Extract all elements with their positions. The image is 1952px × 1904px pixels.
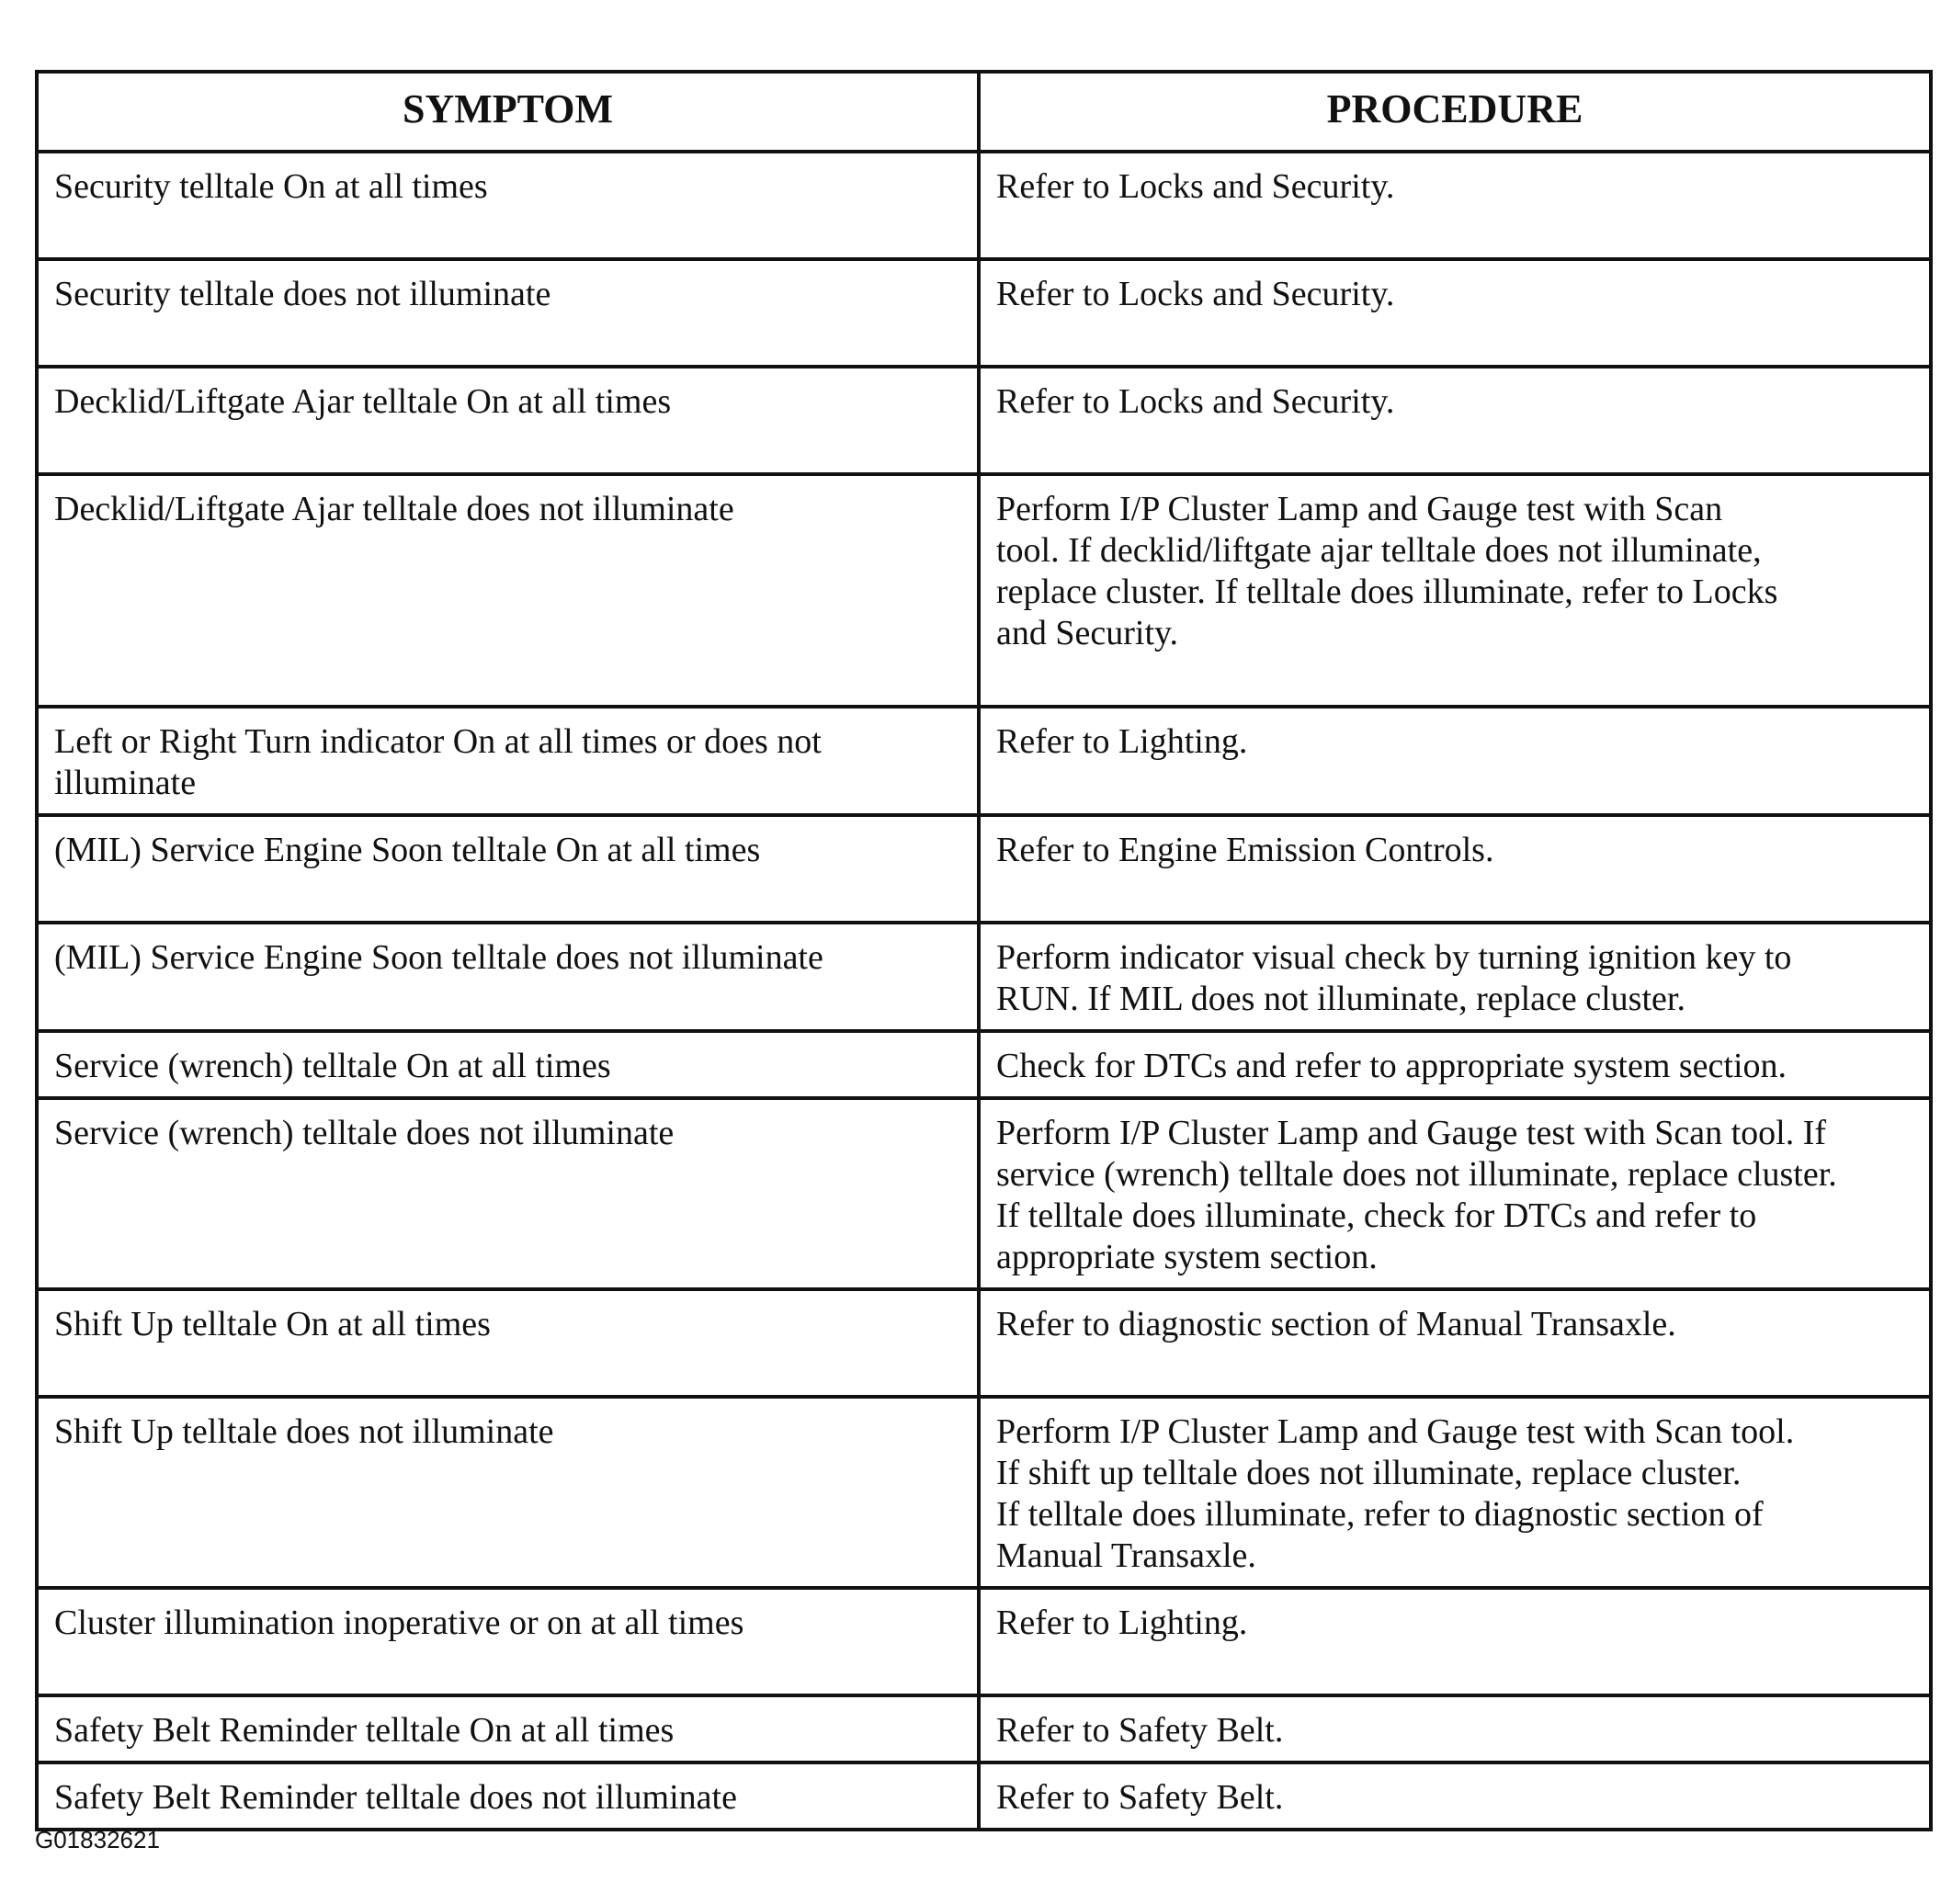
- symptom-cell: Service (wrench) telltale does not illuminate: [37, 1098, 979, 1289]
- procedure-line: If telltale does illuminate, check for DTCs and refer to: [996, 1196, 1757, 1235]
- table-row: [37, 152, 1931, 259]
- symptom-cell: (MIL) Service Engine Soon telltale does not illuminate: [37, 923, 979, 1031]
- procedure-line: Check for DTCs and refer to appropriate system section.: [996, 1047, 1787, 1085]
- procedure-cell: [979, 474, 1931, 707]
- procedure-line: RUN. If MIL does not illuminate, replace cluster.: [996, 980, 1685, 1018]
- table-row: [37, 707, 1931, 815]
- table-row: [37, 923, 1931, 1031]
- table-row: [37, 815, 1931, 923]
- procedure-cell: [979, 815, 1931, 923]
- procedure-line: Perform I/P Cluster Lamp and Gauge test with Scan: [996, 490, 1723, 528]
- symptom-cell: Safety Belt Reminder telltale On at all times: [37, 1695, 979, 1762]
- procedure-line: Manual Transaxle.: [996, 1536, 1256, 1575]
- symptom-procedure-table-container: [35, 70, 1929, 1831]
- symptom-cell: Decklid/Liftgate Ajar telltale does not illuminate: [37, 474, 979, 707]
- procedure-cell: [979, 1289, 1931, 1397]
- symptom-cell: Decklid/Liftgate Ajar telltale On at all times: [37, 367, 979, 474]
- symptom-cell: Security telltale On at all times: [37, 152, 979, 259]
- table-row: [37, 474, 1931, 707]
- table-header-row: [37, 72, 1931, 152]
- table-row: [37, 1098, 1931, 1289]
- table-row: [37, 1289, 1931, 1397]
- procedure-line: Refer to Lighting.: [996, 1604, 1248, 1642]
- procedure-cell: [979, 1695, 1931, 1762]
- table-row: [37, 1397, 1931, 1588]
- procedure-line: Refer to Engine Emission Controls.: [996, 831, 1494, 869]
- procedure-cell: [979, 923, 1931, 1031]
- procedure-cell: [979, 1588, 1931, 1695]
- procedure-cell: [979, 367, 1931, 474]
- procedure-line: service (wrench) telltale does not illuminate, replace cluster.: [996, 1155, 1837, 1194]
- procedure-line: Perform I/P Cluster Lamp and Gauge test with Scan tool.: [996, 1412, 1795, 1451]
- procedure-cell: [979, 152, 1931, 259]
- procedure-line: Refer to diagnostic section of Manual Transaxle.: [996, 1305, 1676, 1343]
- symptom-column-header: SYMPTOM: [37, 72, 979, 152]
- symptom-cell: Service (wrench) telltale On at all times: [37, 1031, 979, 1098]
- symptom-cell: Security telltale does not illuminate: [37, 259, 979, 367]
- symptom-cell: Safety Belt Reminder telltale does not illuminate: [37, 1762, 979, 1830]
- table-row: [37, 1031, 1931, 1098]
- procedure-cell: [979, 259, 1931, 367]
- procedure-line: If telltale does illuminate, refer to diagnostic section of: [996, 1495, 1764, 1534]
- symptom-cell: Shift Up telltale does not illuminate: [37, 1397, 979, 1588]
- procedure-cell: [979, 1098, 1931, 1289]
- procedure-line: Refer to Safety Belt.: [996, 1711, 1284, 1750]
- procedure-line: appropriate system section.: [996, 1238, 1378, 1276]
- table-row: [37, 1762, 1931, 1830]
- procedure-column-header: PROCEDURE: [979, 72, 1931, 152]
- symptom-cell: (MIL) Service Engine Soon telltale On at all times: [37, 815, 979, 923]
- procedure-line: tool. If decklid/liftgate ajar telltale does not illuminate,: [996, 531, 1762, 570]
- procedure-line: Perform I/P Cluster Lamp and Gauge test with Scan tool. If: [996, 1114, 1827, 1152]
- procedure-line: Refer to Lighting.: [996, 722, 1248, 761]
- procedure-cell: [979, 1397, 1931, 1588]
- procedure-line: replace cluster. If telltale does illuminate, refer to Locks: [996, 572, 1778, 611]
- procedure-line: If shift up telltale does not illuminate, replace cluster.: [996, 1454, 1742, 1492]
- procedure-line: Perform indicator visual check by turning ignition key to: [996, 938, 1792, 977]
- procedure-cell: [979, 1762, 1931, 1830]
- procedure-line: Refer to Safety Belt.: [996, 1778, 1284, 1817]
- table-row: [37, 1695, 1931, 1762]
- symptom-cell: Shift Up telltale On at all times: [37, 1289, 979, 1397]
- symptom-cell: Cluster illumination inoperative or on at all times: [37, 1588, 979, 1695]
- procedure-line: Refer to Locks and Security.: [996, 167, 1395, 206]
- procedure-line: and Security.: [996, 614, 1179, 652]
- figure-id-label: G01832621: [35, 1826, 160, 1853]
- procedure-cell: [979, 707, 1931, 815]
- table-row: [37, 1588, 1931, 1695]
- table-row: [37, 367, 1931, 474]
- table-row: [37, 259, 1931, 367]
- procedure-line: Refer to Locks and Security.: [996, 275, 1395, 313]
- procedure-line: Refer to Locks and Security.: [996, 382, 1395, 421]
- symptom-cell: Left or Right Turn indicator On at all times or does not illuminate: [37, 707, 979, 815]
- symptom-procedure-table: [35, 70, 1933, 1831]
- procedure-cell: [979, 1031, 1931, 1098]
